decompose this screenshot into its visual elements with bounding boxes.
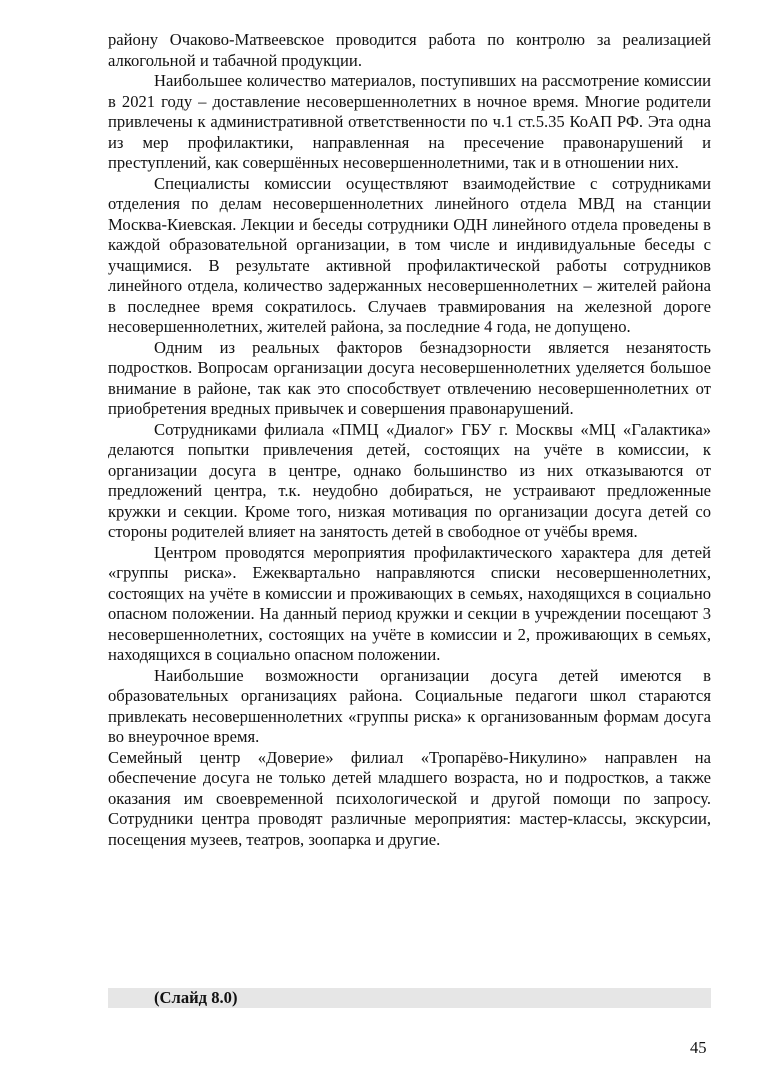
- paragraph: Специалисты комиссии осуществляют взаимодействие с сотрудниками отделения по делам несовершеннолетних линейного отдела МВД на станции Москва-Киевская. Лекции и беседы сотрудники ОДН линейного отдела проведены в каждой образовательной организации, в том числе и индивидуальные беседы с учащимися. В результате активной профилактической работы сотрудников линейного отдела, количество задержанных несовершеннолетних – жителей района в последнее время сократилось. Случаев травмирования на железной дороге несовершеннолетних, жителей района, за последние 4 года, не допущено.: [108, 173, 711, 336]
- paragraph: району Очаково-Матвеевское проводится работа по контролю за реализацией алкогольной и табачной продукции.: [108, 30, 711, 70]
- paragraph: Наибольшее количество материалов, поступивших на рассмотрение комиссии в 2021 году – доставление несовершеннолетних в ночное время. Многие родители привлечены к административной ответственности по ч.1 ст.5.35 КоАП РФ. Эта одна из мер профилактики, направленная на пресечение правонарушений и преступлений, как совершённых несовершеннолетними, так и в отношении них.: [108, 71, 711, 172]
- paragraph: Семейный центр «Доверие» филиал «Тропарёво-Никулино» направлен на обеспечение досуга не только детей младшего возраста, но и подростков, а также оказания им своевременной психологической и другой помощи по запросу. Сотрудники центра проводят различные мероприятия: мастер-классы, экскурсии, посещения музеев, театров, зоопарка и другие.: [108, 747, 711, 849]
- slide-label: (Слайд 8.0): [154, 988, 238, 1007]
- paragraph: Наибольшие возможности организации досуга детей имеются в образовательных организациях района. Социальные педагоги школ стараются привлекать несовершеннолетних «группы риска» к организованным формам досуга во внеурочное время.: [108, 665, 711, 746]
- paragraph: Сотрудниками филиала «ПМЦ «Диалог» ГБУ г. Москвы «МЦ «Галактика» делаются попытки привлечения детей, состоящих на учёте в комиссии, к организации досуга в центре, однако большинство из них отказываются от предложений центра, т.к. неудобно добираться, не устраивают предложенные кружки и секции. Кроме того, низкая мотивация по организации досуга детей со стороны родителей влияет на занятость детей в свободное от учёбы время.: [108, 419, 711, 541]
- slide-reference-bar: [108, 988, 711, 1008]
- document-body: [108, 30, 711, 850]
- page-number: 45: [690, 1038, 707, 1057]
- paragraph: Одним из реальных факторов безнадзорности является незанятость подростков. Вопросам организации досуга несовершеннолетних уделяется большое внимание в районе, так как это способствует отвлечению несовершеннолетних от приобретения вредных привычек и совершения правонарушений.: [108, 337, 711, 418]
- paragraph: Центром проводятся мероприятия профилактического характера для детей «группы риска». Ежеквартально направляются списки несовершеннолетних, состоящих на учёте в комиссии и проживающих в семьях, находящихся в социально опасном положении. На данный период кружки и секции в учреждении посещают 3 несовершеннолетних, состоящих на учёте в комиссии и 2, проживающих в семьях, находящихся в социально опасном положении.: [108, 542, 711, 664]
